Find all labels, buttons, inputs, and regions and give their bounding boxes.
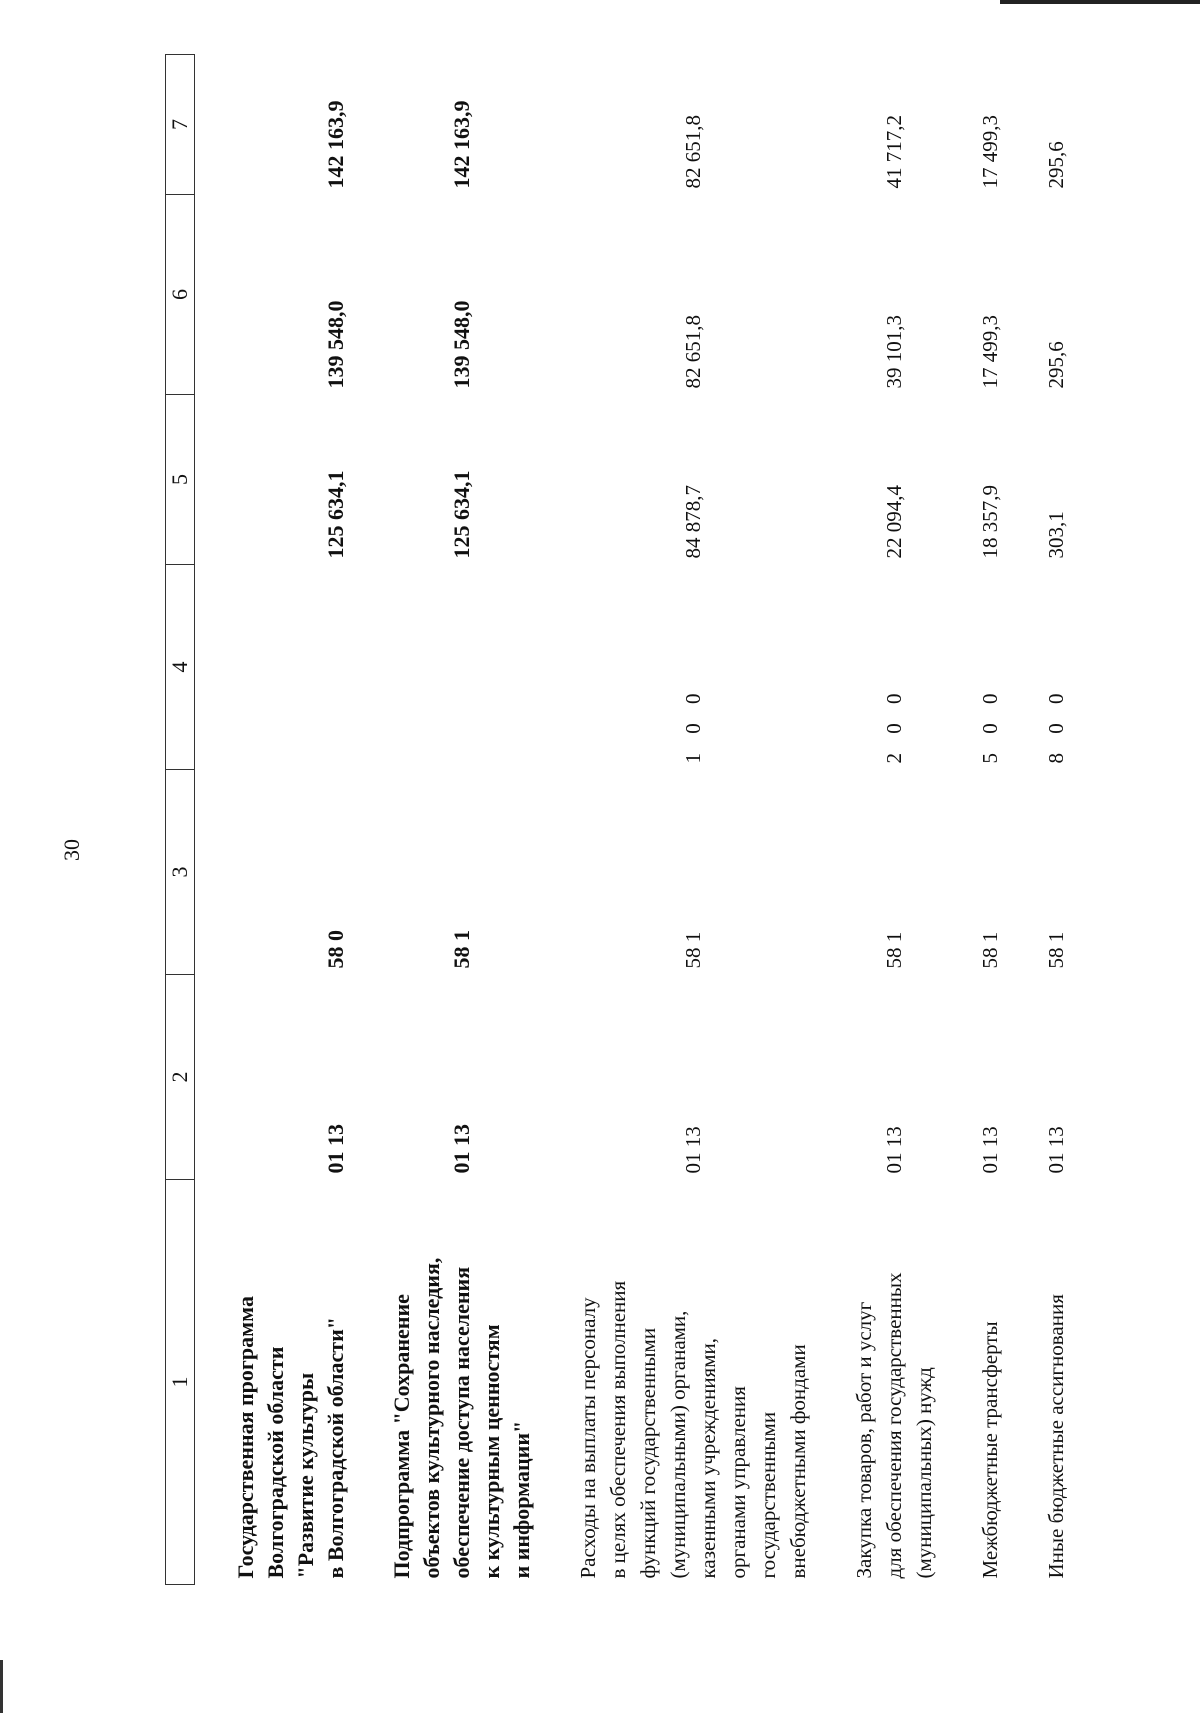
row-name-line: для обеспечения государственных: [882, 1272, 906, 1579]
amount-col-5: 18 357,9: [978, 485, 1002, 559]
amount-col-6: 17 499,3: [978, 315, 1002, 389]
row-name: [195, 1180, 352, 1585]
section-code: 01 13: [978, 1126, 1002, 1174]
expense-type-code: [351, 565, 537, 770]
amount-col-7: 142 163,9: [323, 100, 348, 189]
amount-col-7: 82 651,8: [681, 115, 705, 189]
col-header-3: 3: [166, 770, 195, 975]
page-number: 30: [59, 839, 84, 861]
table-row: [939, 55, 1005, 1585]
row-name-line: (муниципальных) нужд: [912, 1367, 936, 1579]
amount-col-7: 41 717,2: [882, 115, 906, 189]
row-name-line: государственными: [756, 1411, 780, 1579]
row-name-line: Расходы на выплаты персоналу: [576, 1297, 600, 1579]
amount-col-6: 295,6: [1044, 341, 1068, 389]
row-name-line: (муниципальными) органами,: [666, 1310, 690, 1579]
amount-col-6: 139 548,0: [449, 300, 474, 389]
section-code: 01 13: [1044, 1126, 1068, 1174]
col-header-7: 7: [166, 55, 195, 195]
row-name-line: обеспечение доступа населения: [449, 1266, 474, 1579]
amount-col-7: 295,6: [1044, 141, 1068, 189]
section-code: 01 13: [323, 1124, 348, 1174]
section-code: 01 13: [882, 1126, 906, 1174]
col-header-4: 4: [166, 565, 195, 770]
row-name-line: и информации": [509, 1420, 534, 1579]
row-name-line: органами управления: [726, 1386, 750, 1579]
row-name-line: функций государственными: [636, 1327, 660, 1579]
row-name: [939, 1180, 1005, 1585]
amount-col-7: 142 163,9: [449, 100, 474, 189]
row-name-line: в целях обеспечения выполнения: [606, 1280, 630, 1579]
amount-col-5: 125 634,1: [449, 470, 474, 559]
amount-col-6: 139 548,0: [323, 300, 348, 389]
table-row: [1005, 55, 1071, 1585]
expense-type-code: 8 0 0: [1044, 686, 1068, 764]
row-name: [537, 1180, 813, 1585]
amount-col-6: 39 101,3: [882, 315, 906, 389]
col-header-2: 2: [166, 975, 195, 1180]
row-name: [1005, 1180, 1071, 1585]
table-row: [351, 55, 537, 1585]
expense-type-code: 5 0 0: [978, 686, 1002, 764]
section-code: 01 13: [681, 1126, 705, 1174]
row-name-line: "Развитие культуры: [293, 1372, 318, 1579]
row-name: [813, 1180, 939, 1585]
target-article-code: 58 1: [681, 931, 705, 969]
target-article-code: 58 1: [978, 931, 1002, 969]
budget-table: [165, 54, 1071, 1585]
row-name-line: Волгоградской области: [263, 1346, 288, 1579]
row-name-line: к культурным ценностям: [479, 1324, 504, 1579]
scan-edge-top: [1000, 0, 1200, 4]
col-header-5: 5: [166, 395, 195, 565]
target-article-code: 58 1: [449, 930, 474, 969]
amount-col-5: 22 094,4: [882, 485, 906, 559]
amount-col-7: 17 499,3: [978, 115, 1002, 189]
row-name-line: объектов культурного наследия,: [419, 1257, 444, 1579]
col-header-6: 6: [166, 195, 195, 395]
row-name-line: Подпрограмма "Сохранение: [389, 1294, 414, 1579]
row-name-line: внебюджетными фондами: [786, 1344, 810, 1579]
row-name-line: Иные бюджетные ассигнования: [1044, 1294, 1068, 1579]
expense-type-code: 2 0 0: [882, 686, 906, 764]
row-name-line: Государственная программа: [233, 1296, 258, 1579]
scan-edge-left: [0, 1660, 3, 1713]
row-name-line: Закупка товаров, работ и услуг: [852, 1301, 876, 1579]
expense-type-code: [195, 565, 352, 770]
col-header-1: 1: [166, 1180, 195, 1585]
row-name-line: казенными учреждениями,: [696, 1338, 720, 1579]
target-article-code: 58 0: [323, 930, 348, 969]
amount-col-5: 303,1: [1044, 511, 1068, 559]
header-row: [166, 55, 195, 1585]
amount-col-5: 125 634,1: [323, 470, 348, 559]
table-row: [195, 55, 352, 1585]
rotated-table-container: [165, 55, 1068, 1585]
amount-col-5: 84 878,7: [681, 485, 705, 559]
expense-type-code: 1 0 0: [681, 686, 705, 764]
target-article-code: 58 1: [1044, 931, 1068, 969]
row-name: [351, 1180, 537, 1585]
section-code: 01 13: [449, 1124, 474, 1174]
target-article-code: 58 1: [882, 931, 906, 969]
amount-col-6: 82 651,8: [681, 315, 705, 389]
row-name-line: Межбюджетные трансферты: [978, 1321, 1002, 1579]
table-row: [813, 55, 939, 1585]
row-name-line: в Волгоградской области": [323, 1317, 348, 1579]
table-row: [537, 55, 813, 1585]
